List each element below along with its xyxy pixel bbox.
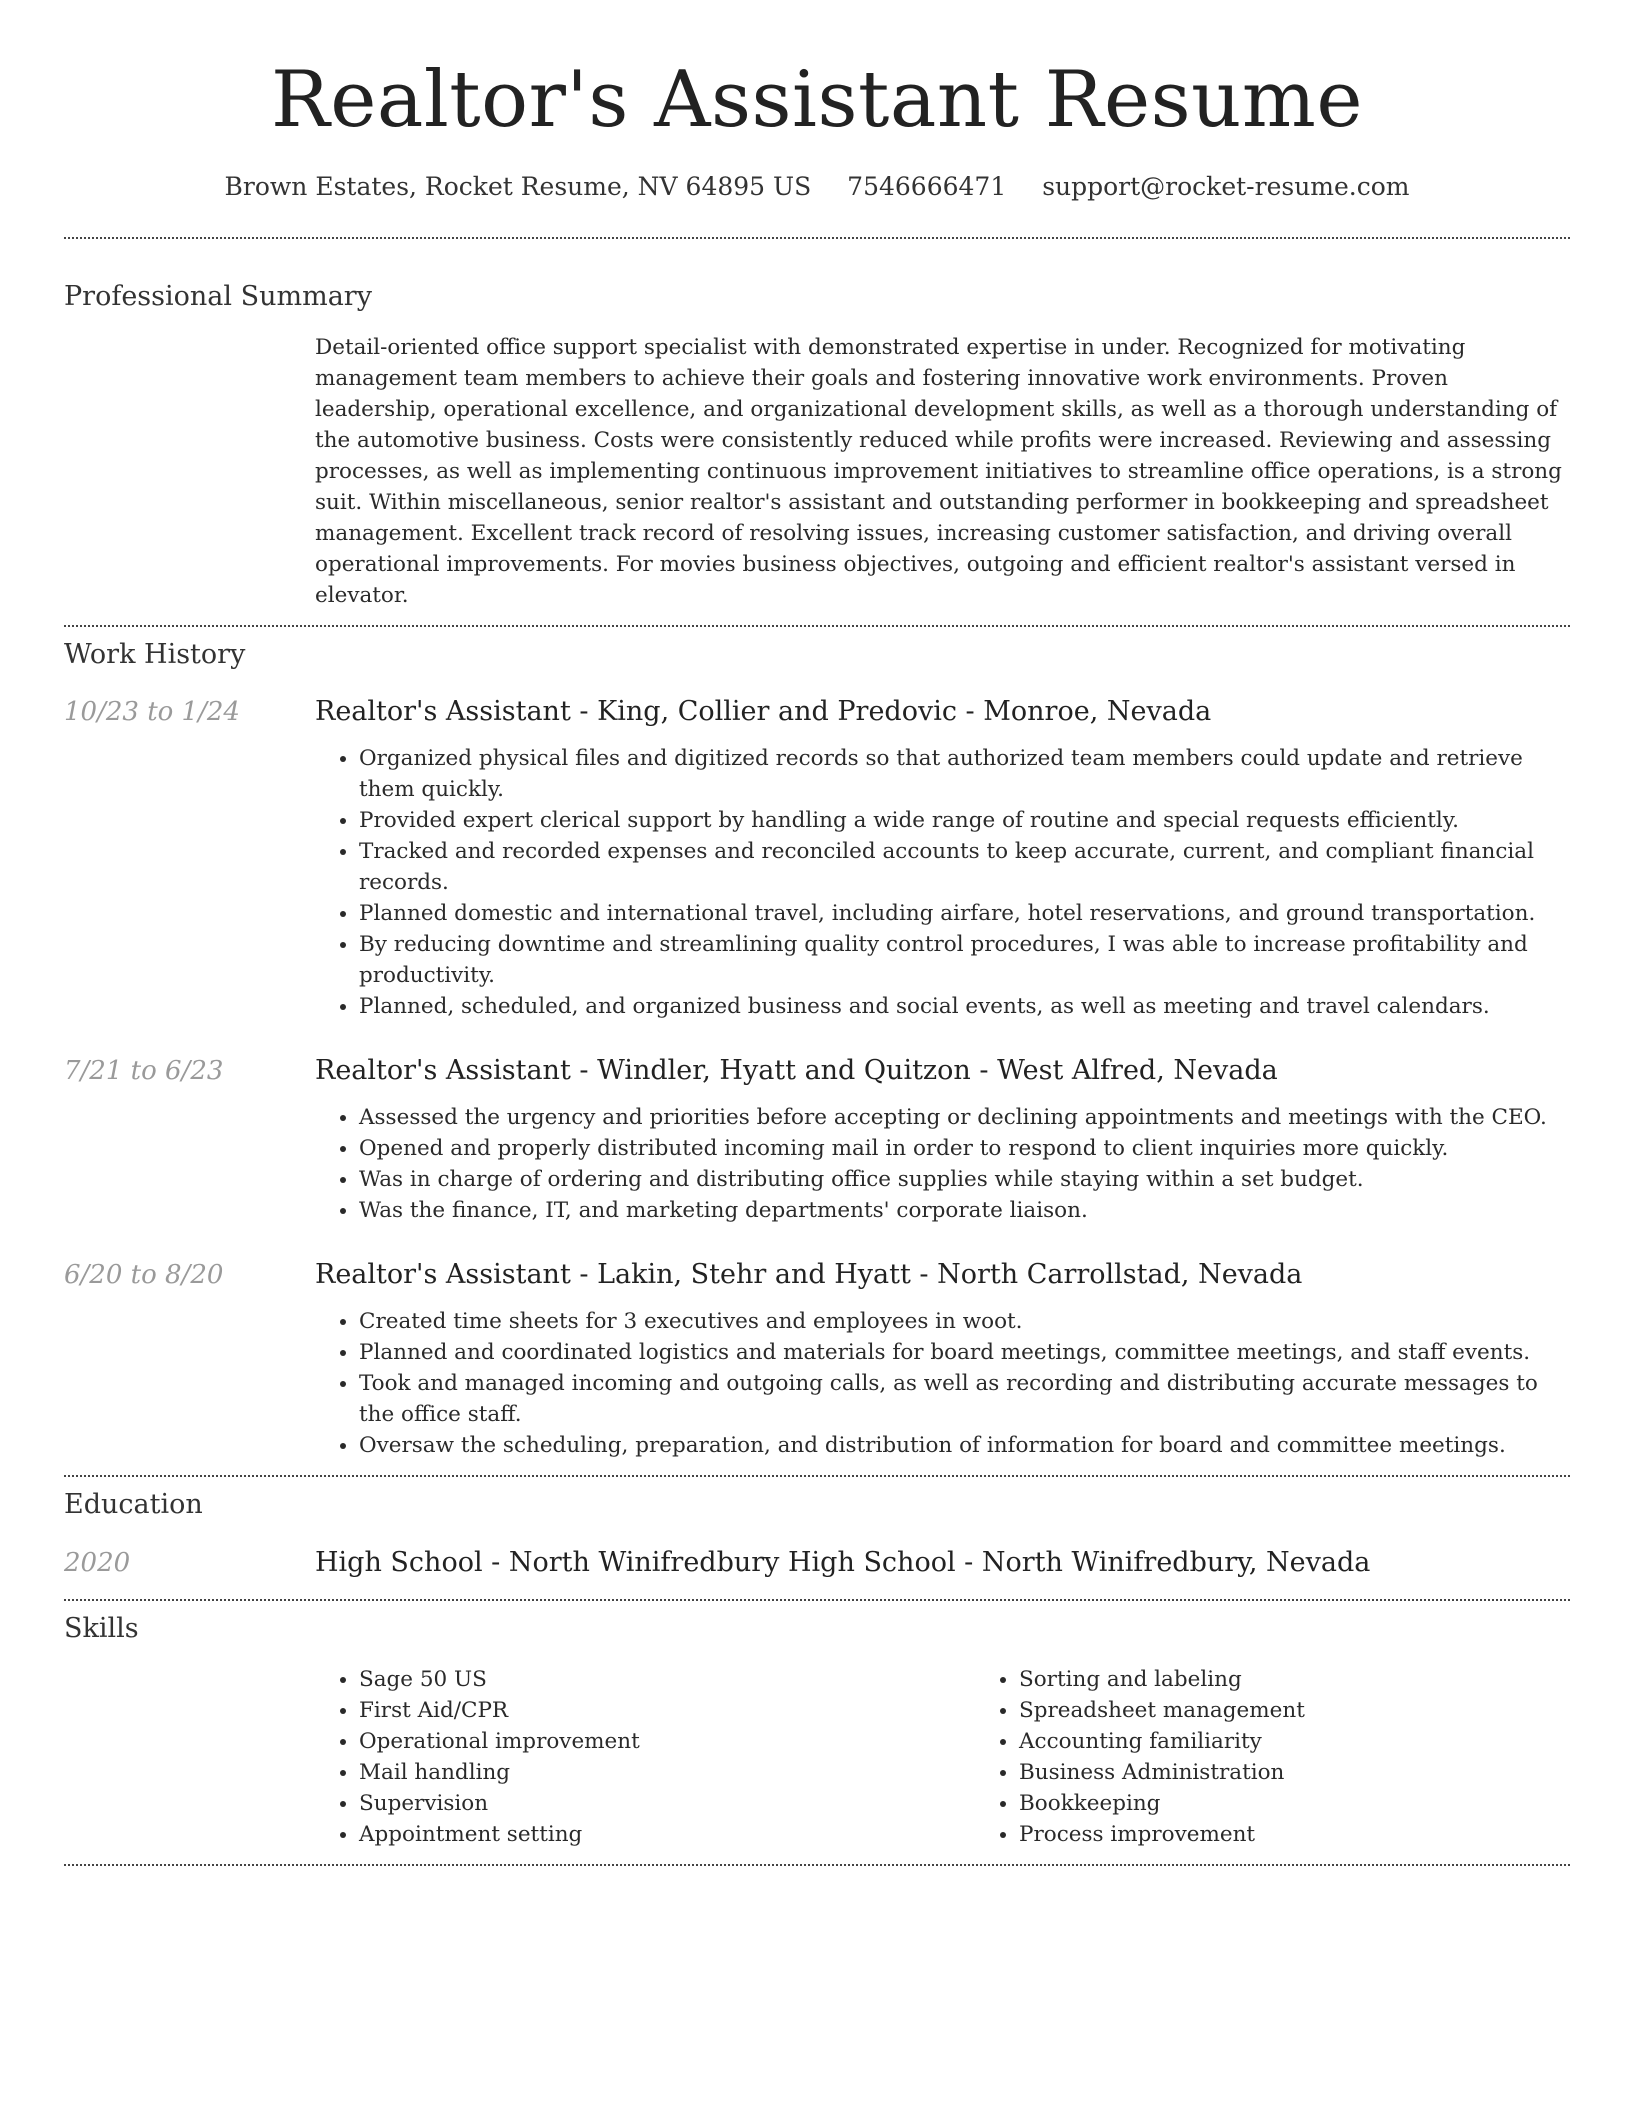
divider [64,625,1570,627]
contact-phone: 7546666471 [847,172,1007,201]
skill-item: • Accounting familiarity [1019,1726,1632,1757]
list-item: • Planned, scheduled, and organized business and social events, as well as meeting and travel calendars. [359,991,1570,1022]
divider [64,1475,1570,1477]
list-item: • Oversaw the scheduling, preparation, and distribution of information for board and committee meetings. [359,1430,1570,1461]
divider [64,237,1570,239]
skill-item: • Supervision [359,1788,975,1819]
skill-item: • Appointment setting [359,1819,975,1850]
list-item: • Tracked and recorded expenses and reconciled accounts to keep accurate, current, and compliant financial records. [359,836,1570,898]
list-item: • Planned and coordinated logistics and materials for board meetings, committee meetings, and staff events. [359,1337,1570,1368]
job-title: Realtor's Assistant - Lakin, Stehr and Hyatt - North Carrollstad, Nevada [315,1259,1303,1290]
job-bullets [315,1306,1570,1461]
contact-address: Brown Estates, Rocket Resume, NV 64895 US [224,172,812,201]
list-item: • Created time sheets for 3 executives and employees in woot. [359,1306,1570,1337]
resume-page [64,0,1570,1866]
skill-item: • Process improvement [1019,1819,1632,1850]
education-title: High School - North Winifredbury High School - North Winifredbury, Nevada [315,1547,1371,1578]
skill-item: • Mail handling [359,1757,975,1788]
list-item: • Was the finance, IT, and marketing departments' corporate liaison. [359,1195,1570,1226]
skill-item: • Bookkeeping [1019,1788,1632,1819]
section-title-education: Education [64,1489,203,1520]
job-dates: 6/20 to 8/20 [64,1260,224,1290]
education-entry [64,1545,1570,1581]
job-entry [64,694,1570,730]
list-item: • Took and managed incoming and outgoing calls, as well as recording and distributing accurate messages to the office staff. [359,1368,1570,1430]
section-title-skills: Skills [64,1613,139,1644]
skill-item: • First Aid/CPR [359,1695,975,1726]
list-item: • Assessed the urgency and priorities before accepting or declining appointments and meetings with the CEO. [359,1102,1570,1133]
summary-text: Detail-oriented office support specialist with demonstrated expertise in under. Recognized for motivating management team members to achieve their goals and fostering innovative work environments. Proven leadership, operational excellence, and organizational development skills, as well as a thorough understanding of the automotive business. Costs were consistently reduced while profits were increased. Reviewing and assessing processes, as well as implementing continuous improvement initiatives to streamline office operations, is a strong suit. Within miscellaneous, senior realtor's assistant and outstanding performer in bookkeeping and spreadsheet management. Excellent track record of resolving issues, increasing customer satisfaction, and driving overall operational improvements. For movies business objectives, outgoing and efficient realtor's assistant versed in elevator. [315,335,1562,608]
education-year: 2020 [64,1548,131,1578]
job-entry [64,1053,1570,1089]
list-item: • By reducing downtime and streamlining quality control procedures, I was able to increase profitability and productivity. [359,929,1570,991]
skill-item: • Operational improvement [359,1726,975,1757]
job-dates: 10/23 to 1/24 [64,697,240,727]
list-item: • Planned domestic and international travel, including airfare, hotel reservations, and ground transportation. [359,898,1570,929]
section-title-summary: Professional Summary [64,281,372,312]
section-title-work: Work History [64,639,246,670]
skills-column-left [315,1664,975,1850]
list-item: • Opened and properly distributed incoming mail in order to respond to client inquiries more quickly. [359,1133,1570,1164]
contact-line [64,170,1570,204]
divider [64,1599,1570,1601]
skill-item: • Sorting and labeling [1019,1664,1632,1695]
skills-list [315,1664,1632,1850]
list-item: • Provided expert clerical support by handling a wide range of routine and special requests efficiently. [359,805,1570,836]
list-item: • Was in charge of ordering and distributing office supplies while staying within a set budget. [359,1164,1570,1195]
list-item: • Organized physical files and digitized records so that authorized team members could update and retrieve them quickly. [359,743,1570,805]
resume-title: Realtor's Assistant Resume [270,55,1364,145]
job-dates: 7/21 to 6/23 [64,1056,224,1086]
job-entry [64,1257,1570,1293]
skill-item: • Sage 50 US [359,1664,975,1695]
job-bullets [315,743,1570,1022]
contact-email: support@rocket-resume.com [1042,172,1410,201]
skill-item: • Spreadsheet management [1019,1695,1632,1726]
job-title: Realtor's Assistant - King, Collier and Predovic - Monroe, Nevada [315,696,1212,727]
job-title: Realtor's Assistant - Windler, Hyatt and Quitzon - West Alfred, Nevada [315,1055,1278,1086]
job-bullets [315,1102,1570,1226]
skill-item: • Business Administration [1019,1757,1632,1788]
divider [64,1864,1570,1866]
skills-column-right [975,1664,1632,1850]
